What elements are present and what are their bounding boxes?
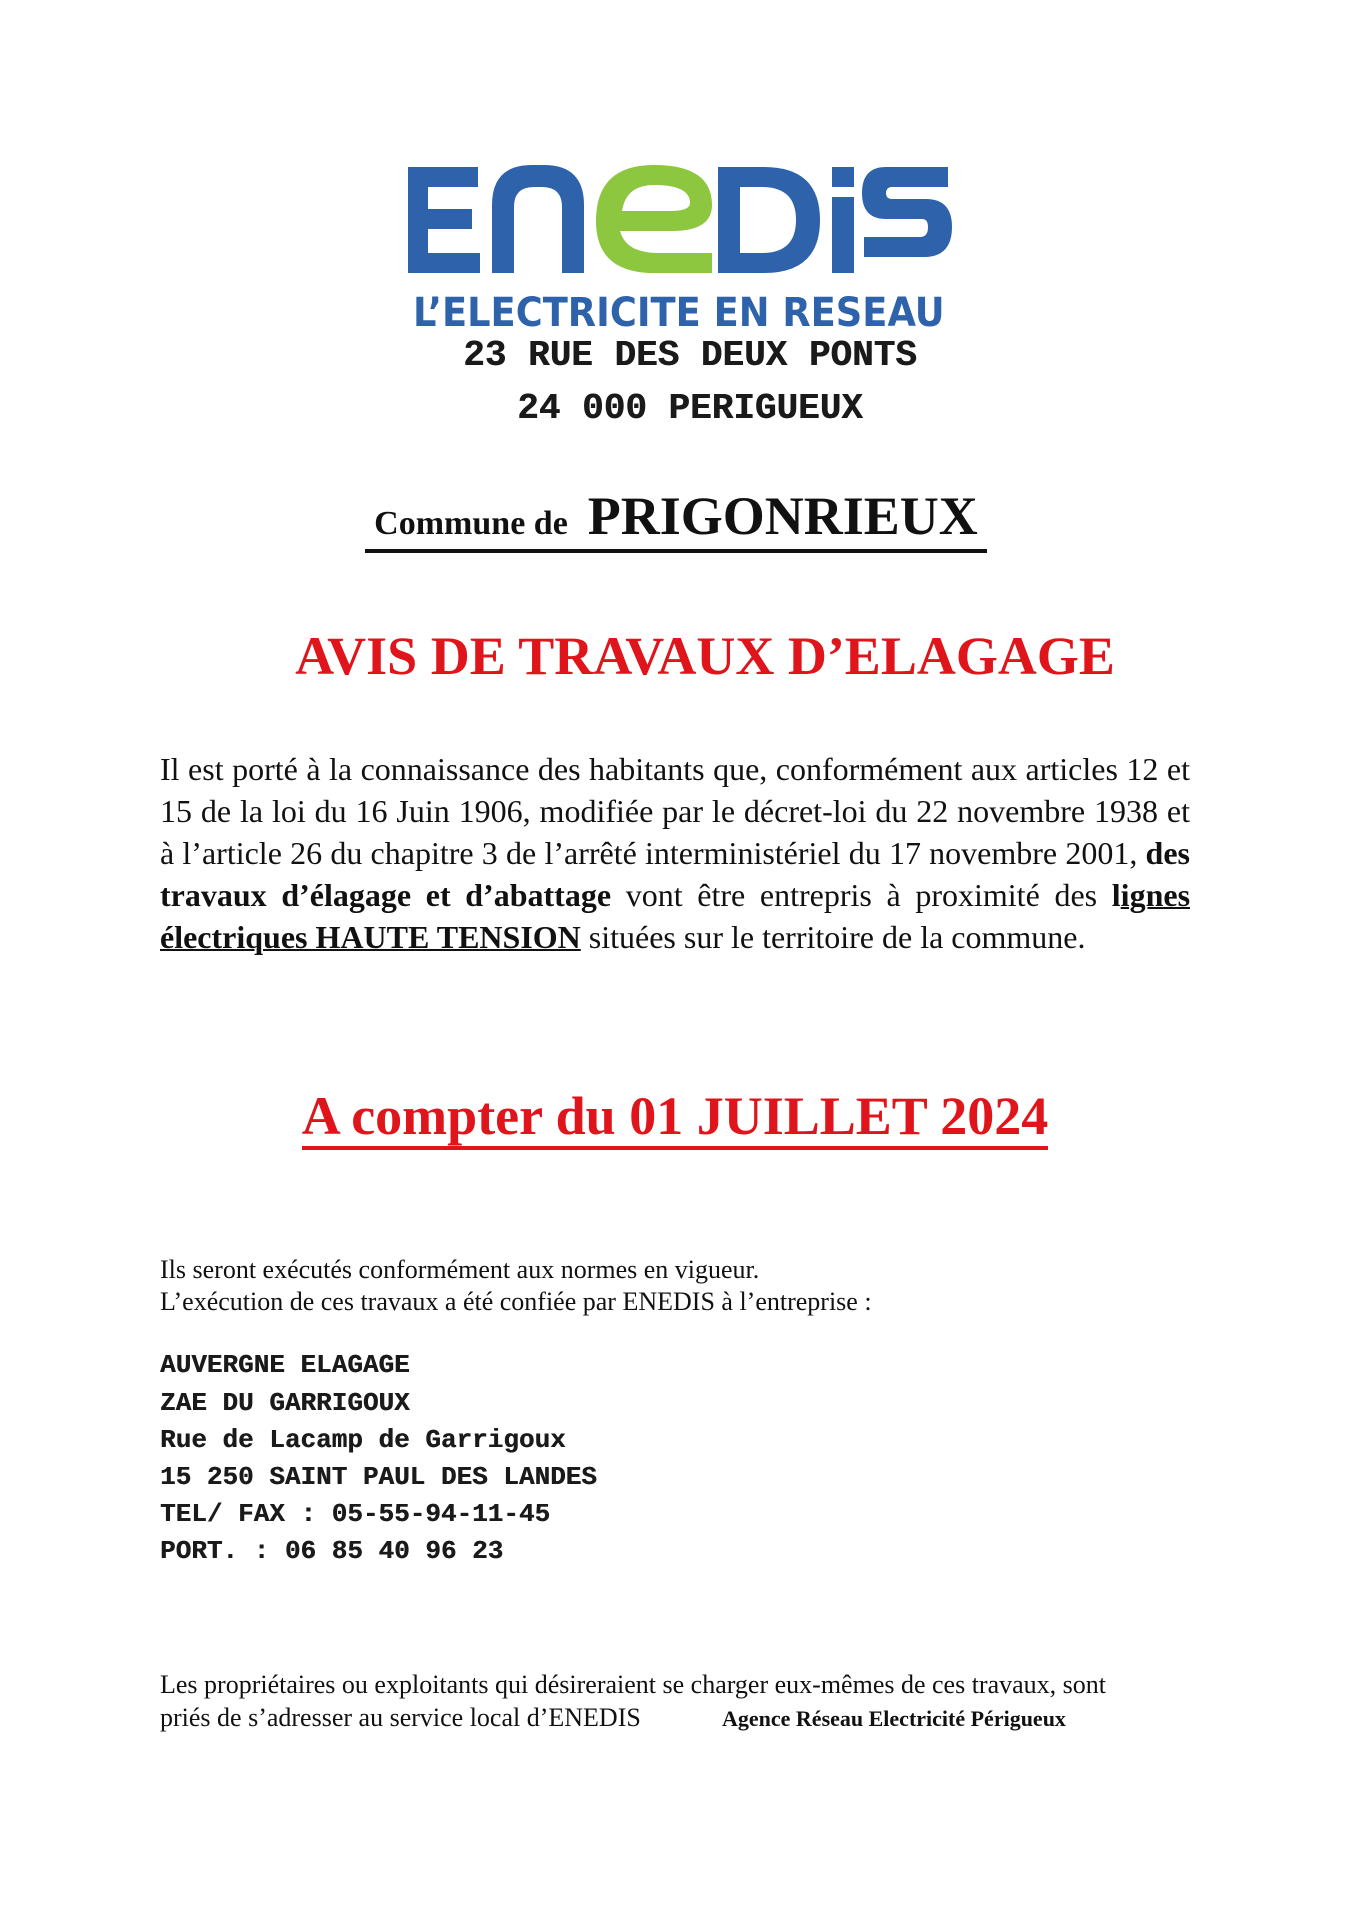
enedis-logo <box>400 155 955 285</box>
commune-label: Commune de <box>374 505 568 542</box>
body-bold-works: des travaux d’élagage et d’abattage <box>160 835 1190 913</box>
body-bold-l: l <box>1111 877 1121 913</box>
company-tel-fax: TEL/ FAX : 05-55-94-11-45 <box>160 1499 551 1529</box>
body-text-1: Il est porté à la connaissance des habitants que, conformément aux articles 12 et 15 de la loi du 16 Juin 1906, modifiée par le décret-loi du 22 novembre 1938 et à l’article 26 du chapitre 3 de l’arrêté interministériel du 17 novembre 2001, <box>160 751 1190 871</box>
body-underlined-lines: ignes électriques HAUTE TENSION <box>160 877 1191 955</box>
body-text-2: vont être entrepris à proximité des <box>611 877 1112 913</box>
execution-line-1: Ils seront exécutés conformément aux normes en vigueur. <box>160 1255 760 1284</box>
start-date-notice <box>0 1085 1350 1147</box>
logo-tagline: L’ELECTRICITE EN RESEAU <box>413 290 945 336</box>
address-city: 24 000 PERIGUEUX <box>517 388 863 429</box>
commune-heading <box>365 485 987 553</box>
company-name: AUVERGNE ELAGAGE <box>160 1350 410 1380</box>
execution-line-2: L’exécution de ces travaux a été confiée par ENEDIS à l’entreprise : <box>160 1287 872 1316</box>
footer-line-1: Les propriétaires ou exploitants qui désireraient se charger eux-mêmes de ces travaux, sont <box>160 1670 1107 1699</box>
address-street: 23 RUE DES DEUX PONTS <box>463 335 917 376</box>
notice-body <box>160 748 1190 958</box>
company-city: 15 250 SAINT PAUL DES LANDES <box>160 1462 597 1492</box>
company-zone: ZAE DU GARRIGOUX <box>160 1388 410 1418</box>
notice-title: AVIS DE TRAVAUX D’ELAGAGE <box>295 626 1115 686</box>
company-mobile: PORT. : 06 85 40 96 23 <box>160 1536 504 1566</box>
company-street: Rue de Lacamp de Garrigoux <box>160 1425 566 1455</box>
body-text-3: situées sur le territoire de la commune. <box>580 919 1086 955</box>
footer-agency: Agence Réseau Electricité Périgueux <box>722 1706 1066 1731</box>
start-date-text: A compter du 01 JUILLET 2024 <box>302 1086 1049 1150</box>
commune-name: PRIGONRIEUX <box>587 486 978 546</box>
footer-line-2: priés de s’adresser au service local d’ENEDIS <box>160 1703 641 1732</box>
